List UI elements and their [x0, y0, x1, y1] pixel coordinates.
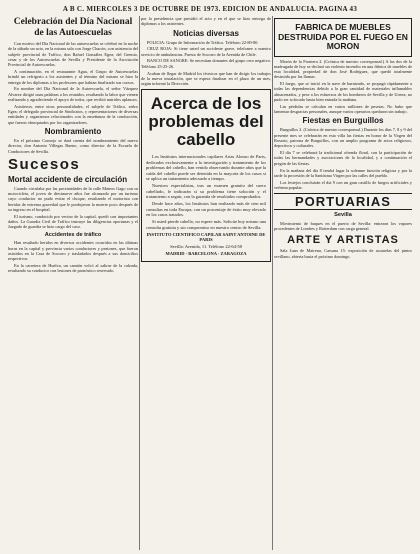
ad-paragraph: Nuestros especialistas, tras un examen gratuito del cuero cabelludo, le indicarán si su problema tiene solución y el tratamiento a seguir, con la garantía de resultados comprobados.	[146, 183, 266, 200]
article-paragraph: Las pérdidas se calculan en varios millones de pesetas. No hubo que lamentar desgracias personales, aunque varios operarios quedaron sin trabajo.	[274, 103, 412, 115]
article-paragraph: Acaban de llegar de Madrid los técnicos que han de dirigir los trabajos de la nueva instalación, que se espera finalizar en el plazo de un mes, según informó la Dirección.	[141, 70, 271, 87]
article-paragraph: Con motivo del Día Nacional de las autoescuelas se celebró en la noche de la sábado un acto, en la misma sala con Jorge Chacón, con asistencia del subjefe provincial de Tráfico, don Rafael González Egea; del Gremio, cesar y de los Autoescuelas de Sevilla y Presidente de la Asociación Provincial de Autoescuelas.	[8, 41, 138, 68]
headline-sevilla: Sevilla	[334, 212, 352, 219]
advertisement-cabello	[141, 89, 271, 262]
column-divider	[272, 16, 273, 550]
headline-box-fabrica	[274, 18, 412, 57]
ad-title: Acerca de los problemas del cabello	[148, 94, 264, 150]
article-paragraph: En la mañana del día 8 tendrá lugar la solemne función religiosa y por la tarde la procesión de la Santísima Virgen por las calles del pueblo.	[274, 167, 412, 178]
article-paragraph: El día 7 se celebrará la tradicional ofrenda floral, con la participación de todas las hermandades y asociaciones de la localidad, y a continuación el pregón de las fiestas.	[274, 150, 412, 166]
column-right	[274, 16, 412, 550]
section-title-sucesos: Sucesos	[8, 155, 81, 173]
headline-fabrica: FABRICA DE MUEBLES DESTRUIDA POR EL FUEGO EN MORON	[278, 22, 408, 51]
article-paragraph: CRUZ ROJA: Si tiene usted un accidente grave, telefonee a nuestro servicio de ambulancias. Puesto de Socorro de la Avenida de Chile.	[141, 46, 271, 57]
article-paragraph: Sala Juan de Mairena, Carsana 15: exposición de acuarelas del pintor sevillano, abierta hasta el próximo domingo.	[274, 248, 412, 259]
article-paragraph: Burguillos 2. (Crónica de nuestro corresponsal.) Durante los días 7, 8 y 9 del presente mes se celebrarán en esta villa las fiestas en honor de la Virgen del Rosario, patrona de Burguillos, con un amplio programa de actos religiosos, deportivos y culturales.	[274, 127, 412, 149]
column-divider	[139, 16, 140, 550]
ad-contact: INSTITUTO CIENTIFICO CAPILAR SAINT ANTOINE DE PARIS	[146, 231, 266, 243]
article-paragraph: Han resultado heridos en diversos accidentes ocurridos en las últimas horas en la capital y provincia varios conductores y peatones, que fueron asistidos en la Casa de Socorro y trasladados después a sus domicilios respectivos.	[8, 240, 138, 262]
article-paragraph: El fuego, que se inició en la nave de barnizado, se propagó rápidamente a todas las dependencias debido a la gran cantidad de materiales inflamables almacenados, y pese a los esfuerzos de los bomberos de Sevilla y de Utrera, no pudo ser sofocado hasta bien entrada la mañana.	[274, 81, 412, 103]
article-paragraph: Movimiento de buques en el puerto de Sevilla: entraron los vapores procedentes de Londres y Rotterdam con carga general.	[274, 220, 412, 232]
headline-autoescuelas: Celebración del Día Nacional de las Autoescuelas	[13, 17, 133, 38]
ad-contact: Sevilla: Avenida, 11. Teléfono 22-64-58	[170, 244, 242, 250]
article-paragraph: En la carretera de Huelva, un camión volcó al salirse de la calzada, resultando su conductor con lesiones de pronóstico reservado.	[8, 262, 138, 274]
article-paragraph: A continuación, en el restaurante Agua, el Grupo de Autoescuelas brindó un refrigerio a los asistentes y al término del mismo se hizo la entrega de los diplomas a los profesores que habían finalizado sus cursos.	[8, 68, 138, 85]
article-paragraph: El turismo, conducido por vecino de la capital, quedó con importantes daños. La Guardia Civil de Tráfico instruye las diligencias oportunas y el Juzgado de guardia se hizo cargo del caso.	[8, 213, 138, 230]
page-header: A B C. MIERCOLES 3 DE OCTUBRE DE 1973. EDICION DE ANDALUCIA. PAGINA 43	[62, 5, 358, 13]
headline-burguillos: Fiestas en Burguillos	[302, 116, 384, 126]
column-middle	[141, 16, 271, 550]
article-paragraph: Los festejos concluirán el día 9 con un gran castillo de fuegos artificiales y verbena popular.	[274, 179, 412, 190]
ad-paragraph: Desde hace años, los Institutos han realizado más de cien mil consultas en toda Europa, con un porcentaje de éxito muy elevado en los casos tratados.	[146, 201, 266, 218]
article-paragraph: Asistieron, entre otras personalidades, el subjefe de Tráfico, señor Egea; el delegado provincial de Sindicatos, y representaciones de diversas entidades y organismos relacionados con la enseñanza de la conducción, que fueron obsequiados por los organizadores.	[8, 103, 138, 125]
section-title-arte: ARTE Y ARTISTAS	[287, 234, 399, 247]
headline-accidentes-trafico: Accidentes de tráfico	[44, 231, 102, 238]
headline-noticias-diversas: Noticias diversas	[173, 28, 239, 38]
article-paragraph: BANCO DE SANGRE: Se necesitan donantes del grupo cero negativo. Teléfono 25-25-26.	[141, 58, 271, 69]
headline-accidente-mortal: Mortal accidente de circulación	[8, 174, 128, 184]
ad-contact: MADRID · BARCELONA · ZARAGOZA	[165, 251, 247, 257]
ad-paragraph: Si usted pierde cabello, no espere más. Solicite hoy mismo una consulta gratuita y sin compromiso en nuestro centro de Sevilla.	[146, 219, 266, 230]
article-paragraph: Cuando circulaba por las proximidades de la calle Mateos Gago con su motocicleta, el joven de diecinueve años fue alcanzado por un turismo cuyo conductor no pudo evitar el choque, resultando el motorista con heridas de extrema gravedad que le produjeron la muerte poco después de su ingreso en el hospital.	[8, 185, 138, 213]
article-paragraph: En el próximo Consejo se dará cuenta del nombramiento del nuevo director, don Antonio Villegas Bueno, como director de la Escuela de Conductores de Sevilla.	[8, 137, 138, 154]
ad-paragraph: Los Institutos internacionales capilares Arias Alonso de Paris, dedicados exclusivamente a la investigación y tratamiento de los problemas del cabello, han venido observando durante años que la caída del cabello puede ser detenida en la mayoría de los casos si se aplica un tratamiento adecuado a tiempo.	[146, 154, 266, 182]
section-title-portuarias: PORTUARIAS	[274, 193, 412, 210]
article-paragraph: Morón de la Frontera 2. (Crónica de nuestro corresponsal.) A las dos de la madrugada de hoy se declaró un violento incendio en una fábrica de muebles de esta localidad, propiedad de don José Rodríguez, que quedó totalmente destruida por las llamas.	[274, 58, 412, 80]
column-left	[8, 16, 138, 550]
article-paragraph: En nombre del Día Nacional de la Autoescuela, el señor Vázquez Alvarez dirigió unas palabras a los reunidos, resaltando la labor que vienen realizando y agradeciendo el apoyo de todos, que recibió nutridos aplausos.	[8, 86, 138, 102]
article-paragraph: POLICIA: Grupo de Información de Tráfico. Teléfono 22-80-80.	[147, 39, 259, 45]
headline-nombramiento: Nombramiento	[44, 126, 102, 136]
article-paragraph: por la presidencia que presidió el acto y en el que se hizo entrega de diplomas a los asistentes.	[141, 16, 271, 27]
